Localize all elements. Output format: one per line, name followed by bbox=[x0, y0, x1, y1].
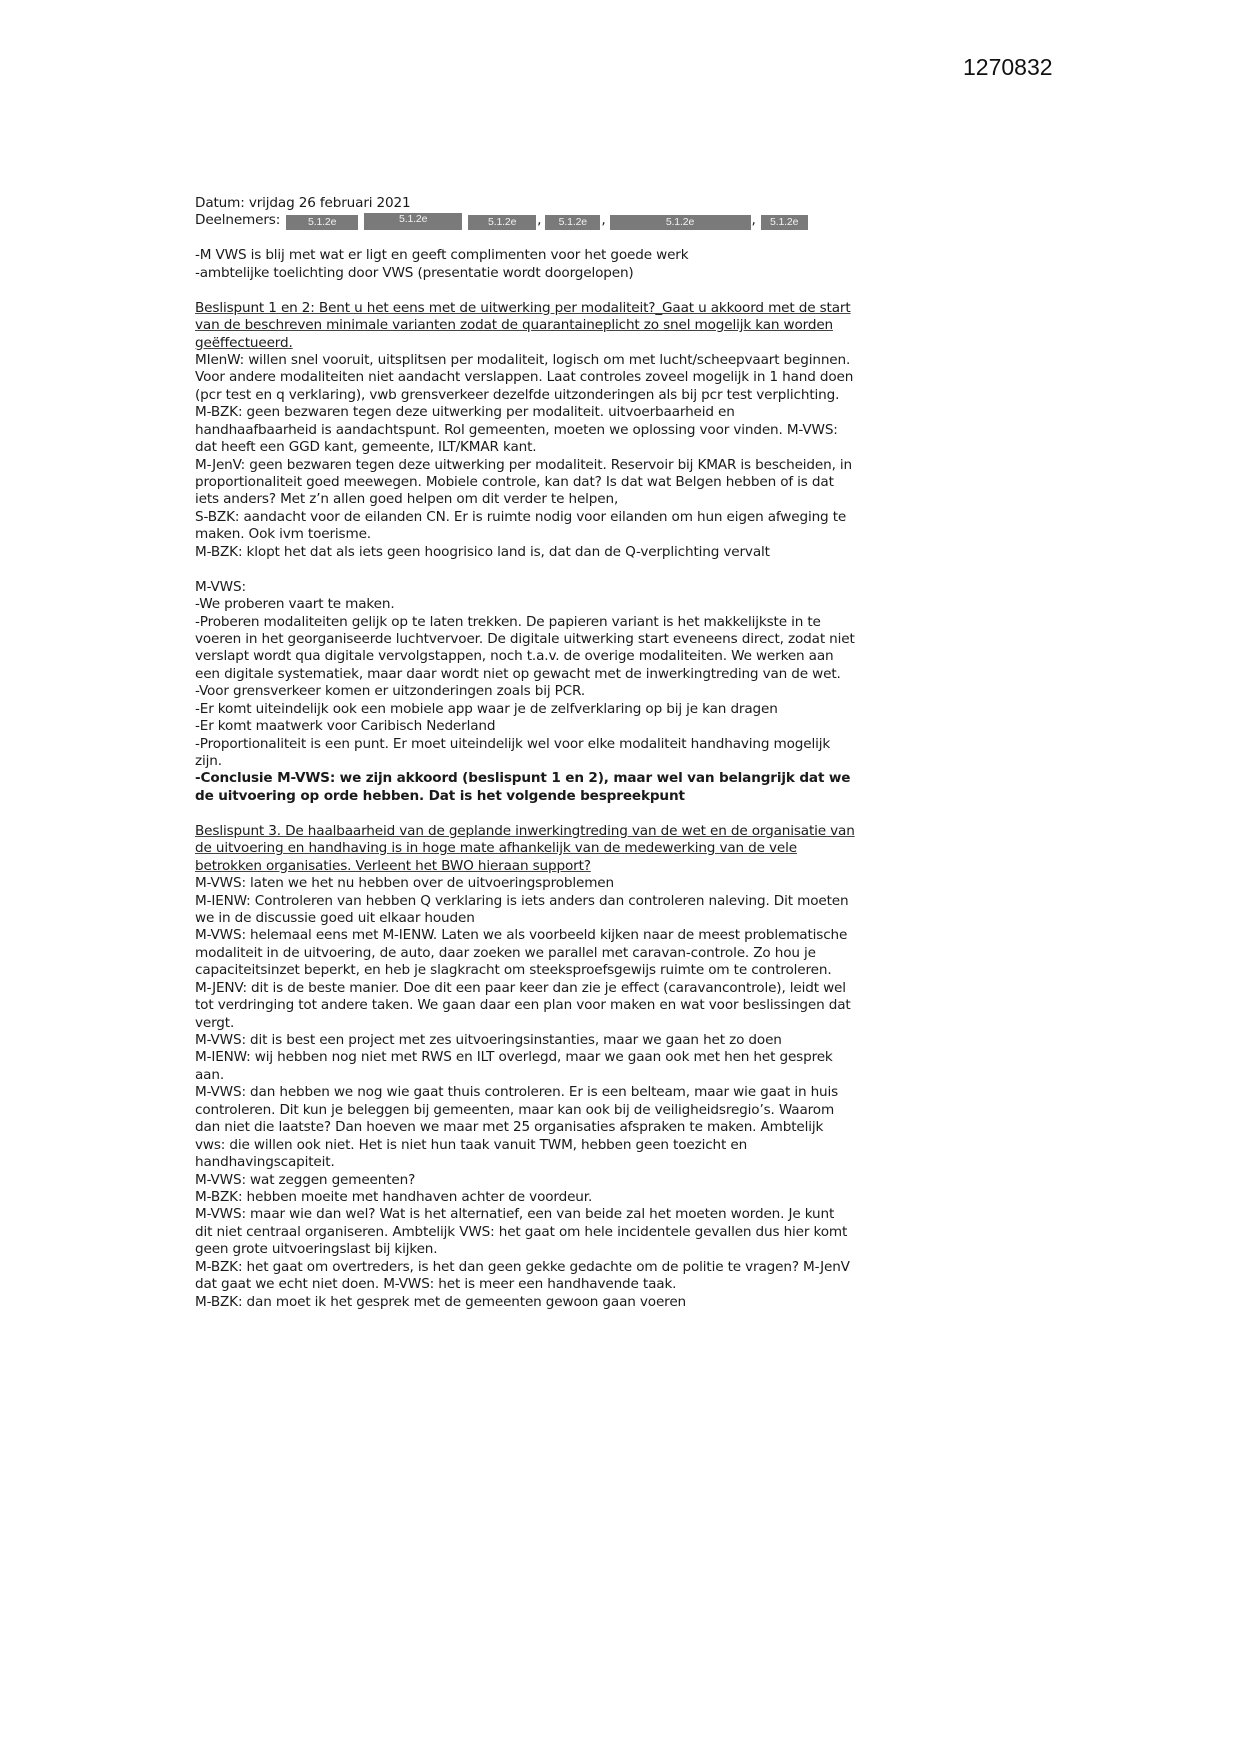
text-line: een digitale systematiek, maar daar wordt niet op gewacht met de inwerkingtreding van de wet. bbox=[195, 665, 841, 682]
text-line: vws: die willen ook niet. Het is niet hun taak vanuit TWM, hebben geen toezicht en bbox=[195, 1136, 748, 1153]
text-line: proportionaliteit goed meewegen. Mobiele controle, kan dat? Is dat wat Belgen hebben of is dat bbox=[195, 474, 834, 490]
blank-line bbox=[195, 230, 855, 247]
text-line: M-VWS: dan hebben we nog wie gaat thuis controleren. Er is een belteam, maar wie gaat in huis bbox=[195, 1084, 839, 1101]
text-line: -Proberen modaliteiten gelijk op te laten trekken. De papieren variant is het makkelijkste in te bbox=[195, 613, 821, 630]
text-line: de uitvoering op orde hebben. Dat is het volgende bespreekpunt bbox=[195, 787, 685, 804]
text-line: -ambtelijke toelichting door VWS (presentatie wordt doorgelopen) bbox=[195, 264, 634, 281]
participants-label: Deelnemers: bbox=[195, 212, 281, 229]
meeting-notes bbox=[195, 195, 855, 1311]
text-line: Voor andere modaliteiten niet aandacht verslappen. Laat controles zoveel mogelijk in 1 hand doen bbox=[195, 369, 854, 386]
text-line: geen grote uitvoeringslast bij kijken. bbox=[195, 1241, 438, 1258]
text-line: -M VWS is blij met wat er ligt en geeft complimenten voor het goede werk bbox=[195, 247, 689, 264]
text-line: modaliteit in de uitvoering, de auto, daar zoeken we parallel met caravan-controle. Zo hou je bbox=[195, 944, 816, 961]
text-line: iets anders? Met z’n allen goed helpen om dit verder te helpen, bbox=[195, 491, 619, 508]
blank-line bbox=[195, 282, 855, 299]
text-line: dat heeft een GGD kant, gemeente, ILT/KMAR kant. bbox=[195, 439, 537, 456]
text-line: -Proportionaliteit is een punt. Er moet uiteindelijk wel voor elke modaliteit handhaving mogelijk bbox=[195, 735, 831, 752]
redaction-box: 5.1.2e bbox=[286, 215, 358, 230]
text-line: van de beschreven minimale varianten zodat de quarantaineplicht zo snel mogelijk kan worden bbox=[195, 317, 834, 334]
text-line: dit niet centraal organiseren. Ambtelijk VWS: het gaat om hele incidentele gevallen dus hier komt bbox=[195, 1223, 848, 1240]
text-line: M-BZK: geen bezwaren tegen deze uitwerking per modaliteit. uitvoerbaarheid en bbox=[195, 404, 735, 421]
text-line: zijn. bbox=[195, 753, 222, 769]
conclusion bbox=[195, 770, 855, 805]
text-line: capaciteitsinzet beperkt, en heb je slagkracht om steeksproefsgewijs ruimte om te controleren. bbox=[195, 962, 832, 979]
text-line: verslapt wordt qua digitale vervolgstappen, noch t.a.v. de overige modaliteiten. We werken aan bbox=[195, 648, 834, 665]
text-line: Beslispunt 3. De haalbaarheid van de geplande inwerkingtreding van de wet en de organisatie van bbox=[195, 822, 855, 839]
text-line: we in de discussie goed uit elkaar houden bbox=[195, 909, 475, 926]
text-line: Beslispunt 1 en 2: Bent u het eens met de uitwerking per modaliteit?_Gaat u akkoord met de start bbox=[195, 299, 851, 316]
text-line: -Conclusie M-VWS: we zijn akkoord (beslispunt 1 en 2), maar wel van belangrijk dat we bbox=[195, 770, 851, 787]
text-line: M-VWS: laten we het nu hebben over de uitvoeringsproblemen bbox=[195, 875, 614, 892]
separator: , bbox=[537, 212, 542, 229]
text-line: M-JenV: geen bezwaren tegen deze uitwerking per modaliteit. Reservoir bij KMAR is bescheiden, in bbox=[195, 456, 853, 473]
text-line: geëffectueerd. bbox=[195, 334, 293, 351]
notes-paragraph bbox=[195, 579, 855, 771]
text-line: tot verdringing tot andere taken. We gaan daar een plan voor maken en wat voor beslissingen dat bbox=[195, 997, 851, 1014]
redaction-box: 5.1.2e bbox=[468, 215, 536, 230]
separator: , bbox=[751, 212, 756, 229]
text-line: (pcr test en q verklaring), vwb grensverkeer dezelfde uitzonderingen als bij pcr test verplichting. bbox=[195, 386, 840, 403]
text-line: M-VWS: helemaal eens met M-IENW. Laten we als voorbeeld kijken naar de meest problematische bbox=[195, 927, 848, 944]
notes-body bbox=[195, 230, 855, 1311]
text-line: -We proberen vaart te maken. bbox=[195, 596, 395, 613]
participants-line bbox=[195, 212, 855, 229]
text-line: M-BZK: hebben moeite met handhaven achter de voordeur. bbox=[195, 1188, 593, 1205]
text-line: vergt. bbox=[195, 1014, 235, 1031]
redaction-box: 5.1.2e bbox=[761, 215, 808, 230]
notes-paragraph bbox=[195, 352, 855, 561]
notes-paragraph bbox=[195, 875, 855, 1311]
text-line: -Er komt maatwerk voor Caribisch Nederland bbox=[195, 718, 496, 735]
redaction-box: 5.1.2e bbox=[545, 215, 600, 230]
text-line: -Voor grensverkeer komen er uitzonderingen zoals bij PCR. bbox=[195, 683, 585, 700]
text-line: M-VWS: bbox=[195, 578, 246, 595]
text-line: MIenW: willen snel vooruit, uitsplitsen per modaliteit, logisch om met lucht/scheepvaart beginnen. bbox=[195, 351, 851, 368]
text-line: controleren. Dit kun je beleggen bij gemeenten, maar kan ook bij de veiligheidsregio’s. Waarom bbox=[195, 1101, 835, 1118]
text-line: M-IENW: Controleren van hebben Q verklaring is iets anders dan controleren naleving. Dit moeten bbox=[195, 892, 849, 909]
text-line: -Er komt uiteindelijk ook een mobiele app waar je de zelfverklaring op bij je kan dragen bbox=[195, 700, 778, 717]
blank-line bbox=[195, 561, 855, 578]
text-line: dat gaat we echt niet doen. M-VWS: het is meer een handhavende taak. bbox=[195, 1276, 677, 1293]
text-line: M-JENV: dit is de beste manier. Doe dit een paar keer dan zie je effect (caravancontrole), leidt wel bbox=[195, 979, 846, 996]
blank-line bbox=[195, 805, 855, 822]
text-line: dan niet die laatste? Dan hoeven we maar met 25 organisaties afspraken te maken. Ambtelijk bbox=[195, 1119, 824, 1136]
redaction-box: 5.1.2e bbox=[610, 215, 751, 230]
text-line: handhaafbaarheid is aandachtspunt. Rol gemeenten, moeten we oplossing voor vinden. M-VWS: bbox=[195, 421, 838, 438]
text-line: handhavingscapiteit. bbox=[195, 1154, 335, 1171]
date-line: Datum: vrijdag 26 februari 2021 bbox=[195, 195, 411, 211]
text-line: maken. Ook ivm toerisme. bbox=[195, 526, 371, 543]
text-line: M-VWS: dit is best een project met zes uitvoeringsinstanties, maar we gaan het zo doen bbox=[195, 1032, 782, 1048]
text-line: betrokken organisaties. Verleent het BWO hieraan support? bbox=[195, 857, 591, 874]
text-line: M-VWS: maar wie dan wel? Wat is het alternatief, een van beide zal het moeten worden. Je kunt bbox=[195, 1206, 835, 1223]
text-line: M-BZK: klopt het dat als iets geen hoogrisico land is, dat dan de Q-verplichting vervalt bbox=[195, 543, 770, 560]
notes-paragraph bbox=[195, 247, 855, 282]
decision-point-heading bbox=[195, 300, 855, 352]
text-line: M-VWS: wat zeggen gemeenten? bbox=[195, 1171, 416, 1188]
text-line: M-IENW: wij hebben nog niet met RWS en ILT overlegd, maar we gaan ook met hen het gesprek bbox=[195, 1049, 833, 1066]
text-line: de uitvoering en handhaving is in hoge mate afhankelijk van de medewerking van de vele bbox=[195, 840, 797, 857]
redaction-box: 5.1.2e bbox=[364, 213, 462, 230]
text-line: M-BZK: het gaat om overtreders, is het dan geen gekke gedachte om de politie te vragen? M-JenV bbox=[195, 1258, 850, 1275]
decision-point-heading bbox=[195, 823, 855, 875]
document-number: 1270832 bbox=[963, 54, 1053, 80]
text-line: S-BZK: aandacht voor de eilanden CN. Er is ruimte nodig voor eilanden om hun eigen afweging te bbox=[195, 508, 847, 525]
separator: , bbox=[601, 212, 606, 229]
text-line: voeren in het georganiseerde luchtvervoer. De digitale uitwerking start eveneens direct, zodat niet bbox=[195, 630, 855, 647]
text-line: M-BZK: dan moet ik het gesprek met de gemeenten gewoon gaan voeren bbox=[195, 1293, 686, 1310]
text-line: aan. bbox=[195, 1066, 224, 1083]
